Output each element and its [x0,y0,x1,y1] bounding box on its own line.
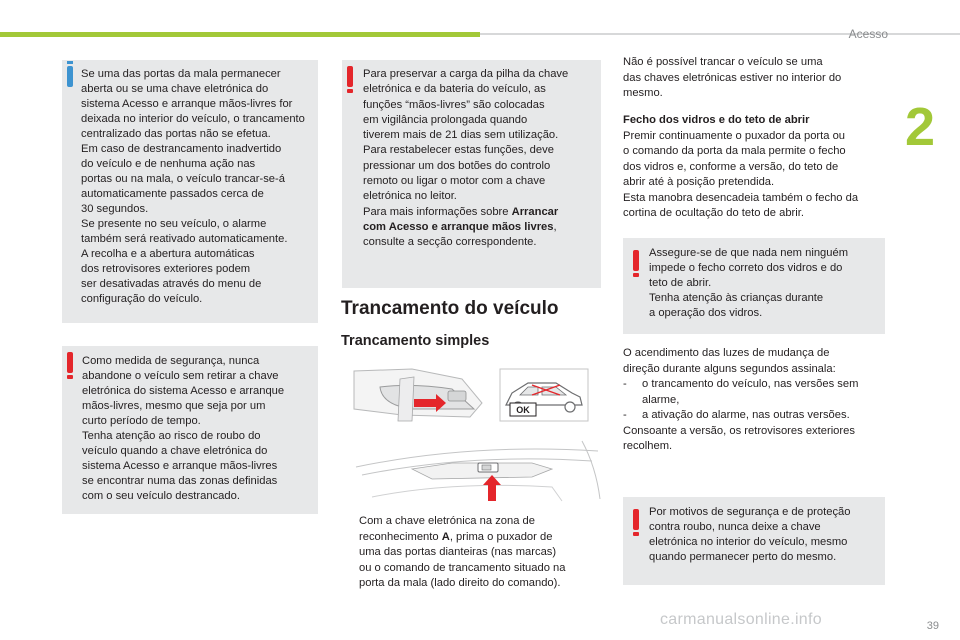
text-line: 30 segundos. [81,203,149,215]
windows-warning-box [623,238,885,334]
text-line: eletrónica no interior do veículo, mesmo [649,536,848,548]
text-line: do veículo e de nenhuma ação nas [81,158,256,170]
text-line: contra roubo, nunca deixe a chave [649,521,821,533]
list-dash: - [623,409,627,421]
standby-warning-box [342,60,601,288]
text-line: Para preservar a carga da pilha da chave [363,68,569,80]
header-rule [480,33,960,35]
text-line [359,530,601,546]
text-line: Como medida de segurança, nunca [82,355,260,367]
text-line: O acendimento das luzes de mudança de [623,347,830,359]
text-line: das chaves eletrónicas estiver no interior do [623,71,842,84]
text-line: também será reativado automaticamente. [81,233,288,245]
section-title: Acesso [848,27,888,41]
ok-label: OK [516,405,530,415]
text-line: centralizado das portas não se efetua. [81,128,271,140]
lights-list [623,377,893,424]
text-line: curto período de tempo. [82,415,201,427]
text-line: remoto ou ligar o motor com a chave [363,175,546,188]
section-heading: Trancamento do veículo [341,298,559,319]
windows-warning-text [649,246,879,321]
text-line: funções “mãos-livres” são colocadas [363,98,545,111]
chapter-number: 2 [905,97,936,157]
zone-label: A [441,530,450,543]
text-line: Por motivos de segurança e de proteção [649,506,851,518]
text-line: eletrónica do sistema Acesso e arranque [82,385,285,397]
text-line: mesmo. [623,87,663,99]
cross-reference: com Acesso e arranque mãos livres [363,220,554,233]
cross-reference: Arrancar [511,205,559,218]
warning-icon [633,509,639,530]
text-line: A recolha e a abertura automáticas [81,248,255,260]
text-line: consulte a secção correspondente. [363,236,537,249]
text-line: Esta manobra desencadeia também o fecho da [623,191,859,204]
text-line: Tenha atenção ao risco de roubo do [82,430,261,442]
text-line: abrir até à posição pretendida. [623,176,775,188]
text-line: ou o comando de trancamento situado na [359,561,566,574]
watermark: carmanualsonline.info [660,611,822,628]
text-line: Assegure-se de que nada nem ninguém [649,247,849,259]
subsection-heading: Trancamento simples [341,333,490,349]
theft-warning-box [623,497,885,585]
step-instruction [341,514,601,592]
text-line: porta da mala (lado direito do comando). [359,577,561,589]
text-line: Em caso de destrancamento inadvertido [81,143,282,155]
text-line [363,205,595,220]
text-line: Tenha atenção às crianças durante [649,292,824,304]
text-line: alarme, [642,393,680,406]
windows-section [623,113,893,222]
text-span: , [553,220,557,233]
text-line: teto de abrir. [649,277,712,289]
warning-icon [347,66,353,87]
text-line: Se presente no seu veículo, o alarme [81,218,267,230]
theft-warning-text [649,505,879,565]
text-span: Para mais informações sobre [363,205,512,218]
text-line: o comando da porta da mala permite o fecho [623,145,846,157]
warning-note-text [82,354,312,504]
text-line: dos retrovisores exteriores podem [81,263,251,275]
text-line: configuração do veículo. [81,293,203,305]
text-line: o trancamento do veículo, nas versões sem [642,378,859,390]
text-line: pressionar um dos botões do controlo [363,159,551,172]
text-line: impede o fecho correto dos vidros e do [649,262,843,274]
list-item [623,377,893,408]
text-line: sistema Acesso e arranque mãos-livres for [81,98,293,110]
list-item [623,408,893,424]
text-line: mãos-livres, mesmo que seja por um [82,400,266,412]
door-handle-illustration [352,365,592,425]
lights-section [623,346,893,455]
car-ok-icon [500,369,588,421]
text-line: Não é possível trancar o veículo se uma [623,56,823,68]
text-line: Com a chave eletrónica na zona de [359,515,536,527]
list-dash: - [623,378,627,390]
text-line: dos vidros e, conforme a versão, do teto de [623,160,839,173]
text-line [363,220,595,235]
standby-warning-text [363,67,595,251]
text-line: em vigilância prolongada quando [363,113,528,126]
text-line: a ativação do alarme, nas outras versões. [642,409,850,421]
text-line: Para restabelecer estas funções, deve [363,144,554,157]
text-line: eletrónica e da bateria do veículo, as [363,83,546,96]
text-line: tiverem mais de 21 dias sem utilização. [363,129,559,142]
info-icon [67,66,73,87]
text-line: abandone o veículo sem retirar a chave [82,370,279,382]
text-line: automaticamente passados cerca de [81,188,264,200]
header-accent-bar [0,32,480,37]
text-line: se encontrar numa das zonas definidas [82,475,278,487]
warning-icon [67,352,73,373]
text-line: recolhem. [623,440,673,452]
text-line: quando permanecer perto do mesmo. [649,551,837,563]
text-line: eletrónica no leitor. [363,190,457,203]
text-span: , prima o puxador de [449,530,553,543]
trunk-control-illustration [352,437,602,507]
text-line: a operação dos vidros. [649,307,763,319]
text-line: veículo quando a chave eletrónica do [82,445,268,457]
text-line: ser desativadas através do menu de [81,278,262,290]
text-line: Consoante a versão, os retrovisores exteriores [623,424,855,437]
text-line: deixada no interior do veículo, o trancamento [81,113,305,125]
text-line: com o seu veículo destrancado. [82,490,240,502]
text-line: uma das portas dianteiras (nas marcas) [359,546,557,558]
page-number: 39 [926,620,939,632]
text-span: reconhecimento [359,530,442,543]
windows-subhead: Fecho dos vidros e do teto de abrir [623,114,810,126]
text-line: aberta ou se uma chave eletrónica do [81,83,269,95]
warning-note-box [62,346,318,514]
text-line: Premir continuamente o puxador da porta ou [623,129,846,142]
info-note-box [62,60,318,323]
text-line: portas ou na mala, o veículo trancar-se-á [81,173,285,185]
intro-paragraph [623,55,893,102]
text-line: sistema Acesso e arranque mãos-livres [82,460,278,472]
text-line: direção durante alguns segundos assinala: [623,362,836,375]
text-line: cortina de ocultação do teto de abrir. [623,207,804,219]
info-note-text [81,67,312,307]
warning-icon [633,250,639,271]
text-line: Se uma das portas da mala permanecer [81,68,281,80]
